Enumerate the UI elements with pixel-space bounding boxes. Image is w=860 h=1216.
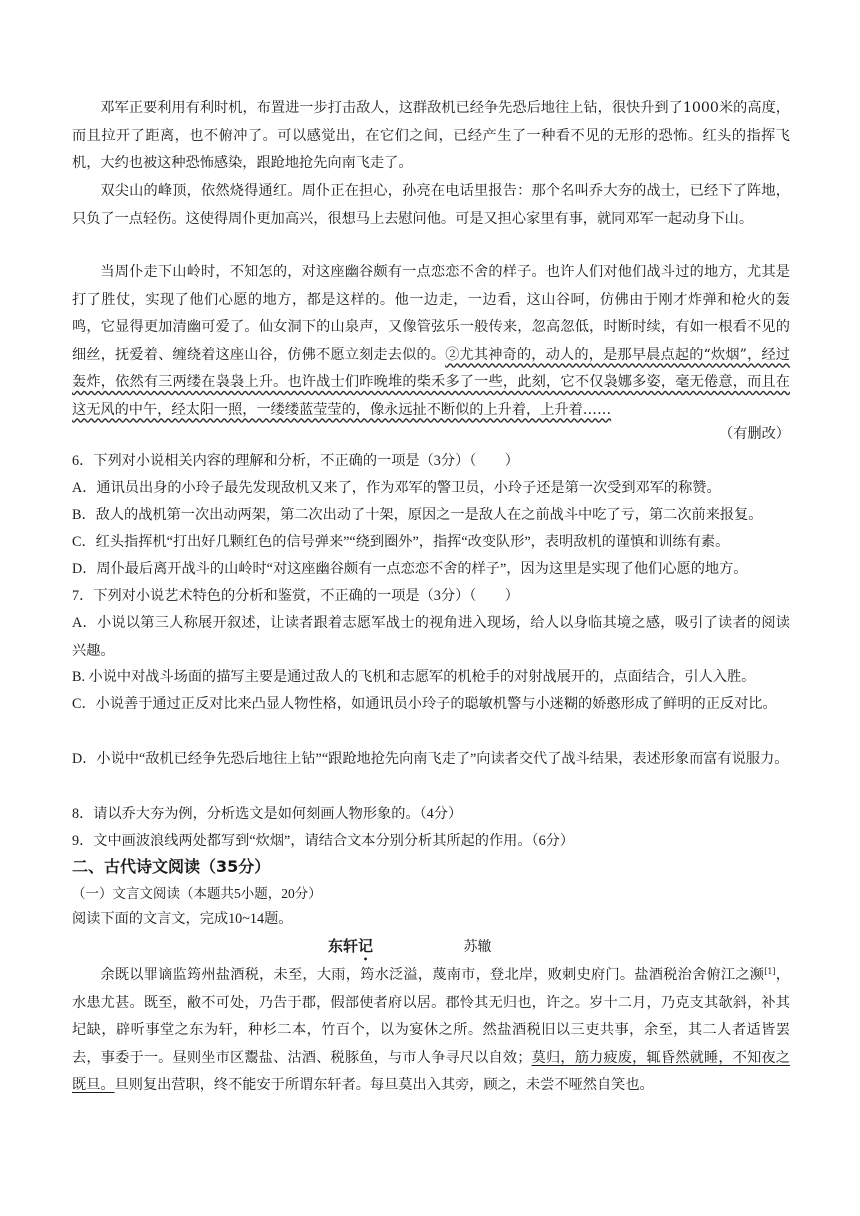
question-6-option-a: A．通讯员出身的小玲子最先发现敌机又来了，作为邓军的警卫员，小玲子还是第一次受到邓军的称赞。 <box>72 480 721 496</box>
article-title-part-1: 东轩 <box>328 937 359 955</box>
passage-paragraph-2: 双尖山的峰顶，依然烧得通红。周仆正在担心，孙亮在电话里报告：那个名叫乔大夯的战士，已经下了阵地，只负了一点轻伤。这使得周仆更加高兴，很想马上去慰问他。可是又担心家里有事，就同邓军一起动身下山。 <box>72 183 790 227</box>
classical-text-part-2: ，水患尤甚。既至，敝不可处，乃告于郡，假部使者府以居。郡怜其无归也，许之。岁十二月，乃克支其欹斜，补其圮缺，辟听事堂之东为轩，种杉二本，竹百个，以为宴休之所。然盐酒税旧以三吏共事，余至，其二人者适皆罢去，事委于一。昼则坐市区鬻盐、沽酒、税豚鱼，与市人争寻尺以自效； <box>72 967 790 1066</box>
passage-paragraph-3 <box>72 259 790 424</box>
wavy-underlined-passage-2: ②尤其神奇的，动人的，是那早晨点起的“炊烟”，经过轰炸，依然有三两缕在袅袅上升。也许战士们昨晚堆的柴禾多了一些，此刻，它不仅袅娜多姿，毫无倦意，而且在这无风的中午，经太阳一照，一缕缕蓝莹莹的，像永远扯不断似的上升着，上升着…… <box>72 346 790 418</box>
question-6-option-d: D．周仆最后离开战斗的山岭时“对这座幽谷颇有一点恋恋不舍的样子”，因为这里是实现了他们心愿的地方。 <box>72 561 748 577</box>
underlined-sentence: 莫归，筋力疲废，辄昏然就睡，不知夜之既旦。 <box>72 1049 790 1093</box>
passage-paragraph-3-text: 当周仆走下山岭时，不知怎的，对这座幽谷颇有一点恋恋不舍的样子。也许人们对他们战斗过的地方，尤其是打了胜仗，实现了他们心愿的地方，都是这样的。他一边走，一边看，这山谷呵，仿佛由于刚才炸弹和枪火的轰鸣，它显得更加清幽可爱了。仙女洞下的山泉声，又像管弦乐一般传来，忽高忽低，时断时续，有如一根看不见的细丝，抚爱着、缠绕着这座山谷，仿佛不愿立刻走去似的。 <box>72 264 790 363</box>
question-7-option-c: C．小说善于通过正反对比来凸显人物性格，如通讯员小玲子的聪敏机警与小迷糊的娇憨形成了鲜明的正反对比。 <box>72 696 777 712</box>
question-6-option-c: C．红头指挥机“打出好几颗红色的信号弹来”“绕到圈外”，指挥“改变队形”，表明敌机的谨慎和训练有素。 <box>72 534 730 550</box>
question-7-option-b: B. 小说中对战斗场面的描写主要是通过敌人的飞机和志愿军的机枪手的对射战展开的，点面结合，引人入胜。 <box>72 669 756 685</box>
article-title-part-2: 记 <box>358 937 374 955</box>
question-7: 7．下列对小说艺术特色的分析和鉴赏，不正确的一项是（3分）（ ） <box>72 588 519 604</box>
article-title <box>328 937 373 955</box>
question-9: 9．文中画波浪线两处都写到“炊烟”，请结合文本分别分析其所起的作用。（6分） <box>72 833 575 849</box>
section-heading: 二、古代诗文阅读（35分） <box>72 857 271 876</box>
revision-note: （有删改） <box>719 426 790 442</box>
classical-text <box>72 962 790 1100</box>
question-7-option-a: A．小说以第三人称展开叙述，让读者跟着志愿军战士的视角进入现场，给人以身临其境之感，吸引了读者的阅读兴趣。 <box>72 615 790 659</box>
passage-paragraph-1: 邓军正要利用有利时机，布置进一步打击敌人，这群敌机已经争先恐后地往上钻，很快升到了1000米的高度，而且拉开了距离，也不俯冲了。可以感觉出，在它们之间，已经产生了一种看不见的无形的恐怖。红头的指挥飞机，大约也被这种恐怖感染，跟跄地抢先向南飞走了。 <box>72 100 790 171</box>
classical-text-part-3: 旦则复出营职，终不能安于所谓东轩者。每旦莫出入其旁，顾之，未尝不哑然自笑也。 <box>114 1077 654 1093</box>
article-author: 苏辙 <box>463 939 492 955</box>
question-8: 8．请以乔大夯为例，分析选文是如何刻画人物形象的。（4分） <box>72 806 463 822</box>
article-title-line <box>72 933 790 964</box>
question-6-option-b: B．敌人的战机第一次出动两架，第二次出动了十架，原因之一是敌人在之前战斗中吃了亏，第二次前来报复。 <box>72 507 763 523</box>
reading-instruction: 阅读下面的文言文，完成10~14题。 <box>72 911 293 927</box>
question-7-option-d: D．小说中“敌机已经争先恐后地往上钻”“跟跄地抢先向南飞走了”向读者交代了战斗结果，表述形象而富有说服力。 <box>72 751 789 767</box>
footnote-marker: [1] <box>764 967 776 976</box>
subsection-heading: （一）文言文阅读（本题共5小题，20分） <box>72 886 322 901</box>
question-6: 6．下列对小说相关内容的理解和分析，不正确的一项是（3分）（ ） <box>72 453 519 469</box>
classical-text-part-1: 余既以罪谪监筠州盐酒税，未至，大雨，筠水泛溢，蔑南市，登北岸，败刺史府门。盐酒税治舍俯江之濒 <box>100 967 765 983</box>
